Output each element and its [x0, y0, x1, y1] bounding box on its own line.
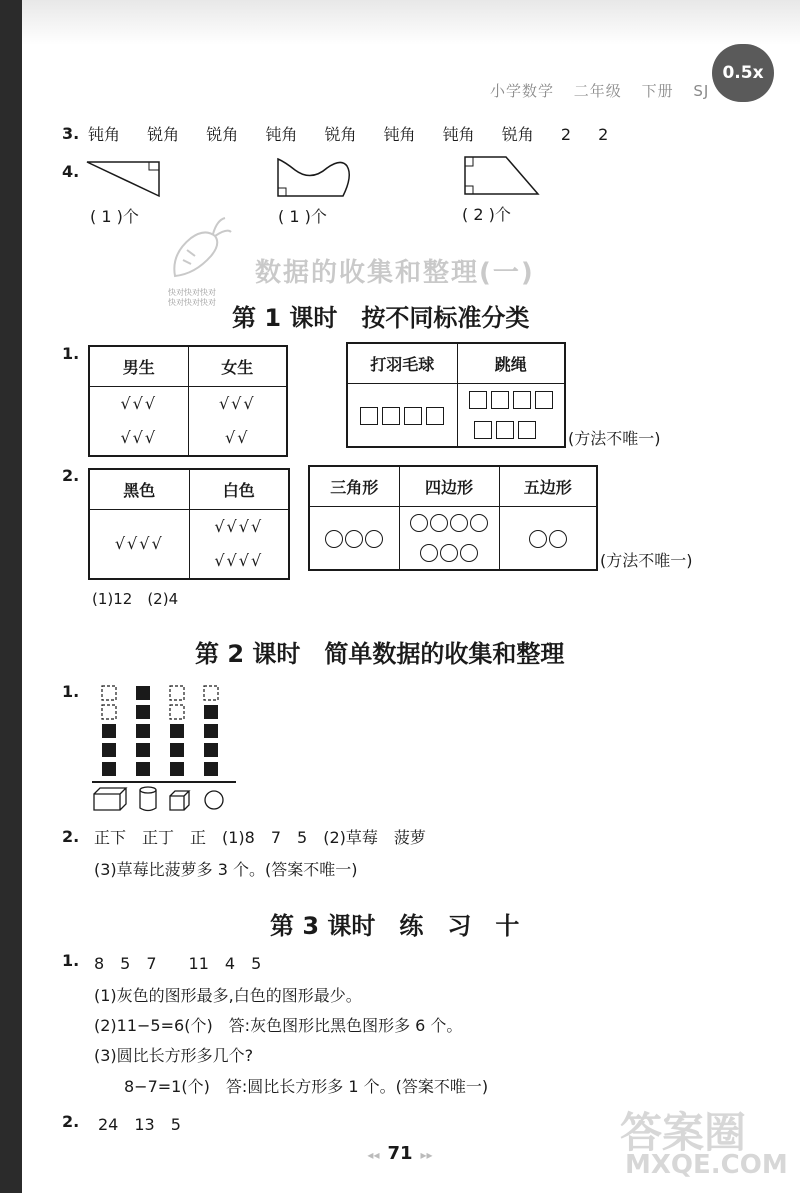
table-header: 四边形 [399, 466, 499, 506]
table-cell [189, 509, 289, 579]
circle-mark [460, 544, 478, 562]
filled-block [204, 743, 218, 757]
q3-item: 钝角 [88, 125, 121, 144]
square-mark [426, 407, 444, 425]
circle-mark [529, 530, 547, 548]
q3-item: 锐角 [501, 125, 534, 144]
l3-q1-line4: 8−7=1(个) 答:圆比长方形多 1 个。(答案不唯一) [124, 1077, 489, 1096]
gender-table [88, 345, 288, 457]
table-cell [188, 386, 287, 456]
square-mark [404, 407, 422, 425]
l2-q2-line2: (3)草莓比菠萝多 3 个。(答案不唯一) [94, 860, 358, 879]
q3-item: 锐角 [324, 125, 357, 144]
l3-q1-line2: (2)11−5=6(个) 答:灰色图形比黑色图形多 6 个。 [94, 1016, 463, 1035]
sphere-icon [205, 791, 223, 809]
table-header: 三角形 [309, 466, 399, 506]
filled-block [136, 743, 150, 757]
l1-q1-number: 1. [62, 344, 80, 363]
l3-q1-line0: 8 5 7 11 4 5 [94, 954, 262, 973]
square-mark [496, 421, 514, 439]
table-header: 女生 [188, 346, 287, 386]
lesson2-title: 第 2 课时 简单数据的收集和整理 [195, 640, 565, 668]
square-mark [535, 391, 553, 409]
lesson1-title: 第 1 课时 按不同标准分类 [232, 304, 530, 332]
check-marks: √√√ [120, 427, 158, 447]
cuboid-icon [94, 788, 126, 810]
l1-q2-answer: (1)12 (2)4 [92, 590, 179, 608]
check-marks: √√ [225, 427, 250, 447]
table-header: 跳绳 [457, 343, 565, 383]
shape-table [308, 465, 598, 571]
circle-cell [309, 506, 399, 570]
unit-title: 数据的收集和整理(一) [255, 258, 535, 288]
empty-block [170, 705, 184, 719]
cube-icon [170, 791, 189, 810]
page-number [340, 1143, 460, 1164]
q3-answers [88, 122, 630, 145]
square-mark [491, 391, 509, 409]
circle-mark [450, 514, 468, 532]
filled-block [136, 686, 150, 700]
square-mark [382, 407, 400, 425]
filled-block [204, 762, 218, 776]
logo-caption-line: 快对快对快对 [168, 288, 216, 297]
circle-mark [430, 514, 448, 532]
table-header: 五边形 [499, 466, 597, 506]
l1-q2-number: 2. [62, 466, 80, 485]
color-table [88, 468, 290, 580]
square-mark [518, 421, 536, 439]
header-grade: 二年级 [573, 82, 622, 100]
header-edition: SJ [693, 82, 710, 100]
top-shadow [22, 0, 800, 45]
q4-number: 4. [62, 162, 80, 181]
watermark-url: MXQE.COM [625, 1150, 788, 1180]
page-number-text: 71 [387, 1143, 413, 1164]
q3-number: 3. [62, 124, 80, 143]
circle-mark [410, 514, 428, 532]
filled-block [102, 762, 116, 776]
square-mark [360, 407, 378, 425]
filled-block [204, 705, 218, 719]
filled-block [170, 762, 184, 776]
page-header [490, 80, 723, 101]
square-cell [347, 383, 457, 447]
empty-block [170, 686, 184, 700]
table-cell [89, 386, 188, 456]
filled-block [170, 743, 184, 757]
l2-q2-number: 2. [62, 827, 80, 846]
circle-mark [440, 544, 458, 562]
table-cell: √√√√ [89, 509, 189, 579]
q4-answer-2: ( 1 )个 [278, 207, 327, 226]
empty-block [102, 686, 116, 700]
square-mark [513, 391, 531, 409]
table-header: 黑色 [89, 469, 189, 509]
empty-block [204, 686, 218, 700]
watermark-logo: 答案圈 [620, 1108, 747, 1157]
q3-item: 钝角 [383, 125, 416, 144]
circle-mark [345, 530, 363, 548]
prev-arrows-icon: ◂◂ [367, 1148, 380, 1162]
trapezoid-shape [462, 154, 544, 200]
q4-answer-1: ( 1 )个 [90, 207, 139, 226]
check-marks: √√√√ [214, 516, 264, 536]
square-cell [457, 383, 565, 447]
circle-mark [549, 530, 567, 548]
circle-mark [325, 530, 343, 548]
square-mark [474, 421, 492, 439]
filled-block [102, 724, 116, 738]
l2-q1-number: 1. [62, 682, 80, 701]
next-arrows-icon: ▸▸ [420, 1148, 433, 1162]
header-subject: 小学数学 [490, 82, 555, 100]
l3-q1-number: 1. [62, 951, 80, 970]
filled-block [136, 762, 150, 776]
circle-cell [399, 506, 499, 570]
logo-caption [168, 288, 216, 308]
circle-mark [470, 514, 488, 532]
q3-item: 锐角 [206, 125, 239, 144]
check-marks: √√√ [120, 393, 158, 413]
q3-item: 钝角 [265, 125, 298, 144]
l3-q1-line3: (3)圆比长方形多几个? [94, 1046, 254, 1065]
filled-block [170, 724, 184, 738]
check-marks: √√√ [218, 393, 256, 413]
page-edge [0, 0, 22, 1193]
q3-item: 钝角 [442, 125, 475, 144]
circle-cell [499, 506, 597, 570]
check-marks: √√√√ [214, 550, 264, 570]
logo-caption-line: 快对快对快对 [168, 298, 216, 307]
l1-q2-note: (方法不唯一) [600, 551, 693, 570]
empty-block [102, 705, 116, 719]
q3-item: 2 [560, 125, 572, 144]
table-header: 打羽毛球 [347, 343, 457, 383]
table-header: 男生 [89, 346, 188, 386]
circle-mark [365, 530, 383, 548]
l1-q1-note: (方法不唯一) [568, 429, 661, 448]
filled-block [102, 743, 116, 757]
filled-block [204, 724, 218, 738]
lesson3-title: 第 3 课时 练 习 十 [270, 912, 520, 940]
circle-mark [420, 544, 438, 562]
curved-shape [275, 156, 355, 202]
l3-q1-line1: (1)灰色的图形最多,白色的图形最少。 [94, 986, 362, 1005]
filled-block [136, 724, 150, 738]
l3-q2-number: 2. [62, 1112, 80, 1131]
filled-block [136, 705, 150, 719]
l3-q2-text: 24 13 5 [98, 1115, 181, 1134]
q3-item: 2 [598, 125, 609, 144]
block-count-chart [90, 676, 240, 814]
q4-answer-3: ( 2 )个 [462, 205, 511, 224]
carrot-logo-icon [165, 214, 235, 288]
table-header: 白色 [189, 469, 289, 509]
activity-table [346, 342, 566, 448]
cylinder-top-icon [140, 787, 156, 793]
playback-speed-button[interactable]: 0.5x [712, 44, 774, 102]
triangle-shape [85, 158, 165, 200]
q3-item: 锐角 [147, 125, 180, 144]
l2-q2-line1: 正下 正丁 正 (1)8 7 5 (2)草莓 菠萝 [94, 828, 426, 847]
square-mark [469, 391, 487, 409]
header-volume: 下册 [641, 82, 674, 100]
